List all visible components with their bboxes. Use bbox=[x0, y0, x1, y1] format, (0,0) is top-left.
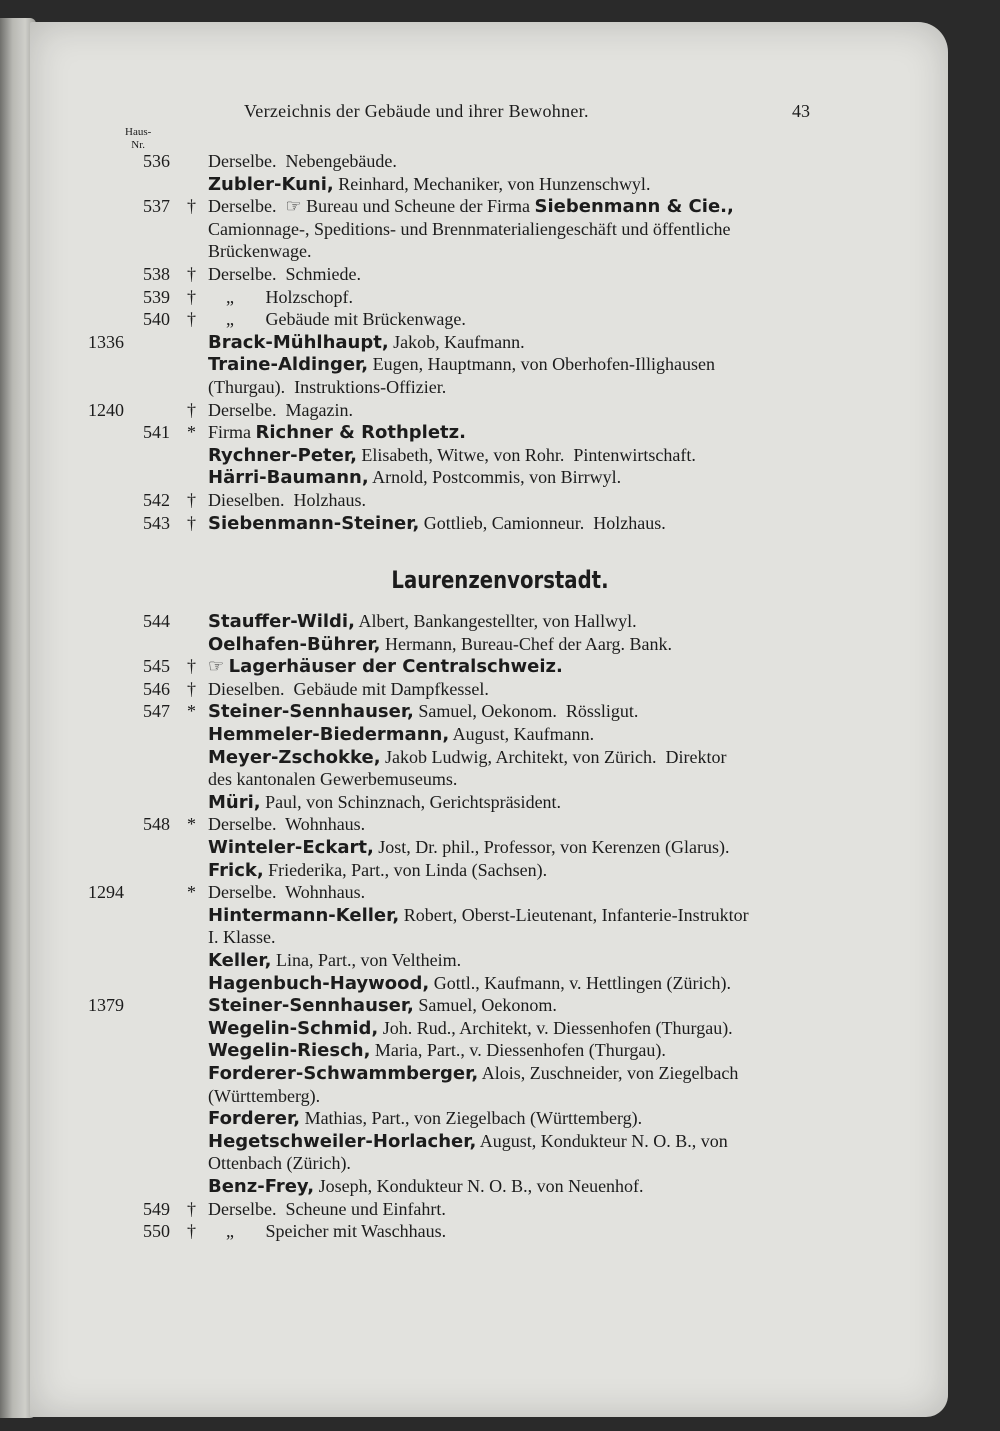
entry-text bbox=[208, 1176, 644, 1197]
list-item bbox=[0, 219, 1000, 241]
list-item bbox=[0, 513, 1000, 535]
firm-name: Richner & Rothpletz. bbox=[255, 422, 466, 444]
list-item bbox=[0, 973, 1000, 995]
house-number: 539 bbox=[143, 286, 170, 307]
list-item bbox=[0, 422, 1000, 444]
resident-name: Traine-Aldinger, bbox=[208, 354, 369, 376]
entry-mark: † bbox=[187, 1198, 196, 1219]
entry-text bbox=[208, 724, 594, 745]
alt-house-number: 1379 bbox=[88, 995, 124, 1016]
list-item bbox=[0, 950, 1000, 972]
list-item bbox=[0, 467, 1000, 489]
entry-text bbox=[208, 905, 749, 926]
entry-details: „ Speicher mit Waschhaus. bbox=[208, 1221, 447, 1242]
entry-details: Derselbe. ☞ Bureau und Scheune der Firma bbox=[208, 196, 535, 217]
list-item bbox=[0, 634, 1000, 656]
house-number: 542 bbox=[143, 490, 170, 510]
list-item bbox=[0, 174, 1000, 196]
entry-text bbox=[208, 264, 361, 285]
entry-text bbox=[208, 332, 525, 353]
entry-mark: † bbox=[187, 1221, 196, 1242]
entry-text bbox=[208, 467, 621, 488]
entry-text bbox=[208, 241, 311, 262]
entry-details: Friederika, Part., von Linda (Sachsen). bbox=[263, 859, 548, 880]
resident-name: Winteler-Eckart, bbox=[208, 837, 374, 858]
entry-text bbox=[208, 1221, 446, 1242]
entry-details: (Württemberg). bbox=[208, 1085, 321, 1106]
entry-details: „ Holzschopf. bbox=[208, 286, 353, 307]
list-item bbox=[0, 1063, 1000, 1085]
entry-details: Derselbe. Magazin. bbox=[208, 399, 353, 420]
entry-details: Reinhard, Mechaniker, von Hunzenschwyl. bbox=[333, 173, 651, 194]
page-header-title: Verzeichnis der Gebäude und ihrer Bewohner. bbox=[244, 101, 589, 121]
column-label-text: Haus- Nr. bbox=[125, 126, 152, 151]
entry-text bbox=[208, 219, 731, 240]
entry-details: Camionnage-, Speditions- und Brennmaterialiengeschäft und öffentliche bbox=[208, 218, 731, 239]
list-item bbox=[0, 995, 1000, 1017]
resident-name: Keller, bbox=[208, 950, 272, 971]
list-item bbox=[0, 196, 1000, 218]
entry-text bbox=[208, 490, 366, 511]
list-item bbox=[0, 354, 1000, 376]
entry-details: August, Kondukteur N. O. B., von bbox=[476, 1130, 728, 1151]
entry-text bbox=[208, 400, 353, 421]
entry-text bbox=[208, 837, 730, 858]
entry-mark: † bbox=[187, 286, 196, 307]
list-item bbox=[0, 1108, 1000, 1130]
entry-text bbox=[208, 174, 650, 195]
entry-mark: * bbox=[187, 814, 196, 835]
list-item bbox=[0, 792, 1000, 814]
resident-name: Rychner-Peter, bbox=[208, 444, 357, 466]
list-item bbox=[0, 837, 1000, 859]
house-number: 545 bbox=[143, 656, 170, 677]
list-item bbox=[0, 151, 1000, 173]
entry-text bbox=[208, 287, 353, 308]
entry-details: Dieselben. Holzhaus. bbox=[208, 490, 366, 510]
entry-text bbox=[208, 1199, 446, 1220]
entry-text bbox=[208, 634, 672, 655]
entry-details: Firma bbox=[208, 422, 256, 443]
resident-name: Frick, bbox=[208, 859, 264, 881]
entry-text bbox=[208, 151, 397, 172]
entry-text bbox=[208, 792, 561, 813]
entry-details: Elisabeth, Witwe, von Rohr. Pintenwirtschaft. bbox=[356, 444, 696, 465]
entry-details: ☞ bbox=[208, 656, 229, 677]
entry-text bbox=[208, 1108, 642, 1129]
list-item bbox=[0, 905, 1000, 927]
entry-details: Jost, Dr. phil., Professor, von Kerenzen (Glarus). bbox=[373, 837, 730, 857]
entry-details: Robert, Oberst-Lieutenant, Infanterie-Instruktor bbox=[399, 904, 749, 925]
list-item bbox=[0, 1040, 1000, 1062]
entry-mark: † bbox=[187, 309, 196, 330]
entry-text bbox=[208, 611, 637, 632]
entry-details: Alois, Zuschneider, von Ziegelbach bbox=[478, 1063, 739, 1083]
entry-mark: † bbox=[187, 399, 196, 420]
resident-name: Meyer-Zschokke, bbox=[208, 746, 381, 768]
resident-name: Wegelin-Riesch, bbox=[208, 1040, 371, 1062]
list-item bbox=[0, 927, 1000, 949]
resident-name: Benz-Frey, bbox=[208, 1176, 315, 1197]
list-item bbox=[0, 1153, 1000, 1175]
entry-details: August, Kaufmann. bbox=[449, 724, 595, 744]
resident-name: Oelhafen-Bührer, bbox=[208, 633, 381, 655]
entry-text bbox=[208, 769, 457, 790]
house-number: 550 bbox=[143, 1221, 170, 1242]
list-item bbox=[0, 860, 1000, 882]
list-item bbox=[0, 1086, 1000, 1108]
entry-details: Derselbe. Nebengebäude. bbox=[208, 151, 397, 171]
entry-text bbox=[208, 1131, 728, 1152]
resident-name: Hintermann-Keller, bbox=[208, 904, 400, 926]
entry-mark: † bbox=[187, 196, 196, 217]
entry-text bbox=[208, 995, 557, 1016]
resident-name: Wegelin-Schmid, bbox=[208, 1017, 379, 1039]
house-number: 546 bbox=[143, 678, 170, 699]
entry-mark: † bbox=[187, 678, 196, 699]
resident-name: Forderer, bbox=[208, 1108, 301, 1130]
entry-details: Samuel, Oekonom. Rössligut. bbox=[413, 701, 639, 722]
entry-details: Mathias, Part., von Ziegelbach (Württemberg). bbox=[300, 1108, 643, 1129]
entry-details: „ Gebäude mit Brückenwage. bbox=[208, 309, 466, 330]
list-item bbox=[0, 332, 1000, 354]
entry-text bbox=[208, 354, 715, 375]
entry-details: (Thurgau). Instruktions-Offizier. bbox=[208, 377, 447, 397]
entry-text bbox=[208, 1040, 666, 1061]
list-item bbox=[0, 611, 1000, 633]
list-item bbox=[0, 724, 1000, 746]
firm-name: Siebenmann & Cie., bbox=[534, 196, 734, 218]
entry-details: Paul, von Schinznach, Gerichtspräsident. bbox=[260, 791, 562, 812]
entry-details: Ottenbach (Zürich). bbox=[208, 1153, 351, 1174]
resident-name: Zubler-Kuni, bbox=[208, 173, 334, 195]
entry-details: Gottlieb, Camionneur. Holzhaus. bbox=[419, 512, 666, 533]
list-item bbox=[0, 1221, 1000, 1243]
resident-name: Hagenbuch-Haywood, bbox=[208, 972, 430, 994]
entry-details: Eugen, Hauptmann, von Oberhofen-Illighausen bbox=[368, 354, 716, 375]
entry-text bbox=[208, 1086, 320, 1107]
list-item bbox=[0, 400, 1000, 422]
resident-name: Hemmeler-Biedermann, bbox=[208, 724, 450, 745]
entry-text bbox=[208, 422, 466, 443]
entry-mark: * bbox=[187, 422, 196, 443]
list-item bbox=[0, 747, 1000, 769]
list-item bbox=[0, 1199, 1000, 1221]
entry-details: Hermann, Bureau-Chef der Aarg. Bank. bbox=[380, 633, 673, 654]
list-item bbox=[0, 882, 1000, 904]
entry-text bbox=[208, 445, 696, 466]
entry-text bbox=[208, 860, 547, 881]
entry-details: Gottl., Kaufmann, v. Hettlingen (Zürich). bbox=[429, 972, 732, 993]
alt-house-number: 1294 bbox=[88, 882, 124, 903]
house-number: 548 bbox=[143, 814, 170, 835]
firm-name: Lagerhäuser der Centralschweiz. bbox=[228, 656, 563, 678]
entry-text bbox=[208, 882, 365, 903]
entry-details: Arnold, Postcommis, von Birrwyl. bbox=[368, 467, 622, 488]
entry-mark: * bbox=[187, 701, 196, 722]
entry-text bbox=[208, 309, 466, 330]
entry-text bbox=[208, 513, 666, 534]
section-title: Laurenzenvorstadt. bbox=[391, 566, 609, 594]
list-item bbox=[0, 287, 1000, 309]
resident-name: Stauffer-Wildi, bbox=[208, 611, 355, 632]
resident-name: Müri, bbox=[208, 791, 261, 813]
entry-text bbox=[208, 814, 365, 835]
entry-details: Samuel, Oekonom. bbox=[413, 995, 557, 1016]
resident-name: Steiner-Sennhauser, bbox=[208, 995, 414, 1017]
entry-text bbox=[208, 679, 489, 700]
resident-name: Härri-Baumann, bbox=[208, 467, 369, 489]
entry-details: Albert, Bankangestellter, von Hallwyl. bbox=[354, 611, 637, 631]
list-item bbox=[0, 445, 1000, 467]
list-item bbox=[0, 490, 1000, 512]
list-item bbox=[0, 1176, 1000, 1198]
entry-details: des kantonalen Gewerbemuseums. bbox=[208, 769, 458, 790]
entry-details: Derselbe. Wohnhaus. bbox=[208, 882, 366, 903]
house-number: 537 bbox=[143, 196, 170, 217]
list-item bbox=[0, 769, 1000, 791]
column-label-haus-nr bbox=[125, 126, 151, 152]
house-number: 540 bbox=[143, 309, 170, 330]
entry-details: Brückenwage. bbox=[208, 241, 312, 262]
list-item bbox=[0, 679, 1000, 701]
house-number: 543 bbox=[143, 512, 170, 533]
entry-details: Joseph, Kondukteur N. O. B., von Neuenhof. bbox=[314, 1176, 644, 1196]
entry-details: Derselbe. Schmiede. bbox=[208, 264, 361, 284]
entry-mark: † bbox=[187, 264, 196, 284]
entry-text bbox=[208, 1063, 738, 1084]
entry-text bbox=[208, 1018, 733, 1039]
house-number: 544 bbox=[143, 611, 170, 631]
entry-details: Joh. Rud., Architekt, v. Diessenhofen (Thurgau). bbox=[378, 1017, 733, 1038]
resident-name: Steiner-Sennhauser, bbox=[208, 701, 414, 723]
house-number: 549 bbox=[143, 1198, 170, 1219]
entry-text bbox=[208, 656, 563, 677]
entry-mark: † bbox=[187, 512, 196, 533]
resident-name: Forderer-Schwammberger, bbox=[208, 1063, 479, 1084]
house-number: 536 bbox=[143, 151, 170, 171]
list-item bbox=[0, 656, 1000, 678]
entry-details: Derselbe. Scheune und Einfahrt. bbox=[208, 1198, 446, 1219]
list-item bbox=[0, 377, 1000, 399]
list-item bbox=[0, 814, 1000, 836]
entry-details: Jakob, Kaufmann. bbox=[388, 331, 525, 352]
entry-details: Dieselben. Gebäude mit Dampfkessel. bbox=[208, 678, 489, 699]
entry-details: Jakob Ludwig, Architekt, von Zürich. Direktor bbox=[380, 746, 727, 767]
entry-text bbox=[208, 1153, 351, 1174]
list-item bbox=[0, 241, 1000, 263]
entry-text bbox=[208, 701, 638, 722]
resident-name: Hegetschweiler-Horlacher, bbox=[208, 1130, 477, 1152]
list-item bbox=[0, 1131, 1000, 1153]
resident-name: Siebenmann-Steiner, bbox=[208, 512, 420, 534]
house-number: 547 bbox=[143, 701, 170, 722]
house-number: 541 bbox=[143, 422, 170, 443]
entry-text bbox=[208, 950, 461, 971]
entry-details: Lina, Part., von Veltheim. bbox=[271, 950, 462, 970]
entry-text bbox=[208, 927, 275, 948]
entry-mark: † bbox=[187, 656, 196, 677]
page-number: 43 bbox=[792, 101, 810, 121]
entry-details: Maria, Part., v. Diessenhofen (Thurgau). bbox=[370, 1040, 666, 1061]
entry-mark: * bbox=[187, 882, 196, 903]
entry-text bbox=[208, 973, 731, 994]
entry-details: I. Klasse. bbox=[208, 927, 276, 948]
list-item bbox=[0, 309, 1000, 331]
list-item bbox=[0, 701, 1000, 723]
alt-house-number: 1240 bbox=[88, 399, 124, 420]
alt-house-number: 1336 bbox=[88, 331, 124, 352]
entry-details: Derselbe. Wohnhaus. bbox=[208, 814, 366, 835]
list-item bbox=[0, 264, 1000, 286]
entry-text bbox=[208, 377, 446, 398]
entry-text bbox=[208, 196, 734, 217]
house-number: 538 bbox=[143, 264, 170, 284]
entry-mark: † bbox=[187, 490, 196, 510]
list-item bbox=[0, 1018, 1000, 1040]
entry-text bbox=[208, 747, 726, 768]
resident-name: Brack-Mühlhaupt, bbox=[208, 331, 389, 353]
